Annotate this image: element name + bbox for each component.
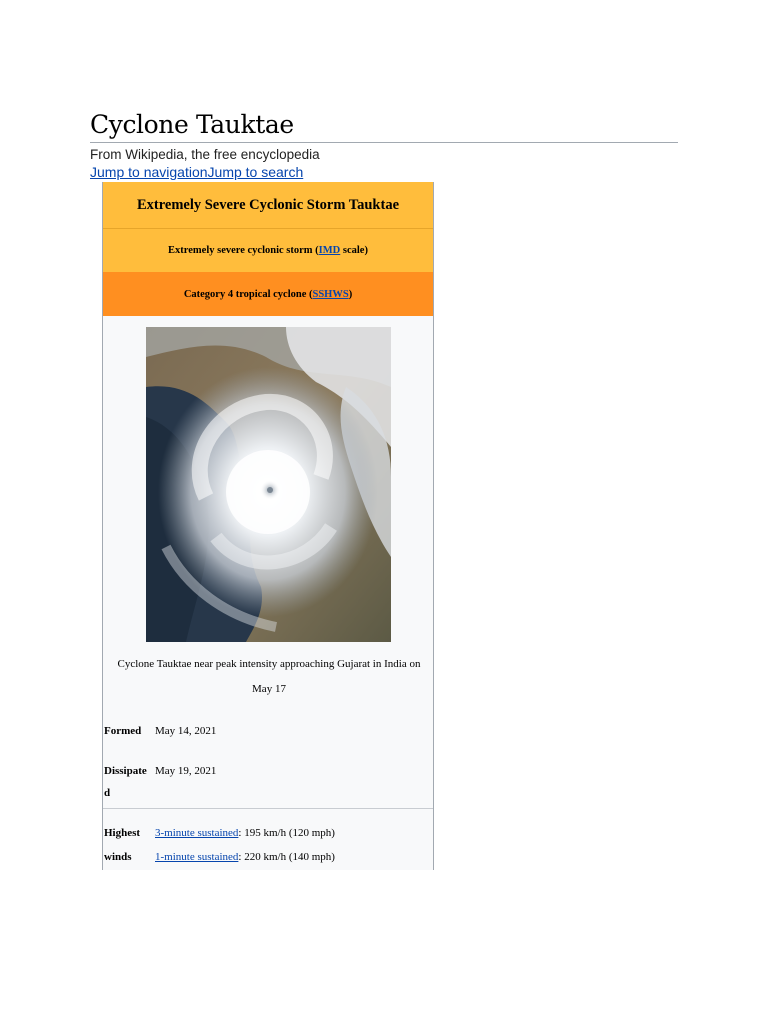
page-title: Cyclone Tauktae [90,110,294,139]
3-minute-sustained-link[interactable]: 3-minute sustained [155,827,239,839]
cyclone-satellite-image[interactable] [146,327,391,642]
imd-classification-text: Extremely severe cyclonic storm ( [168,245,319,256]
dissipated-value: May 19, 2021 [155,765,217,777]
winds-3min-value [155,821,335,845]
highest-winds-label: Highest winds [104,827,141,863]
image-caption: Cyclone Tauktae near peak intensity approaching Gujarat in India on May 17 [117,658,421,695]
formed-label: Formed [104,725,142,737]
sshws-classification [103,272,433,316]
jump-to-search-link[interactable]: Jump to search [207,164,304,180]
dissipated-label: Dissipated [104,765,147,799]
tagline: From Wikipedia, the free encyclopedia [90,147,320,162]
1-minute-sustained-link[interactable]: 1-minute sustained [155,851,239,863]
imd-classification-suffix: scale) [340,245,368,256]
winds-3min-text: : 195 km/h (120 mph) [238,827,335,839]
jump-links [90,164,303,180]
infobox-divider [103,808,433,809]
sshws-link[interactable]: SSHWS [312,288,349,300]
jump-to-navigation-link[interactable]: Jump to navigation [90,164,208,180]
sshws-classification-text: Category 4 tropical cyclone ( [183,288,313,300]
imd-classification [103,228,433,272]
satellite-image-graphic [146,327,391,642]
winds-1min-text: : 220 km/h (140 mph) [238,851,335,863]
infobox [102,182,434,870]
formed-value: May 14, 2021 [155,725,217,737]
sshws-classification-suffix: ) [348,288,353,300]
title-divider [90,142,678,143]
infobox-title: Extremely Severe Cyclonic Storm Tauktae [103,182,433,228]
imd-link[interactable]: IMD [318,245,341,256]
winds-1min-value [155,845,335,869]
